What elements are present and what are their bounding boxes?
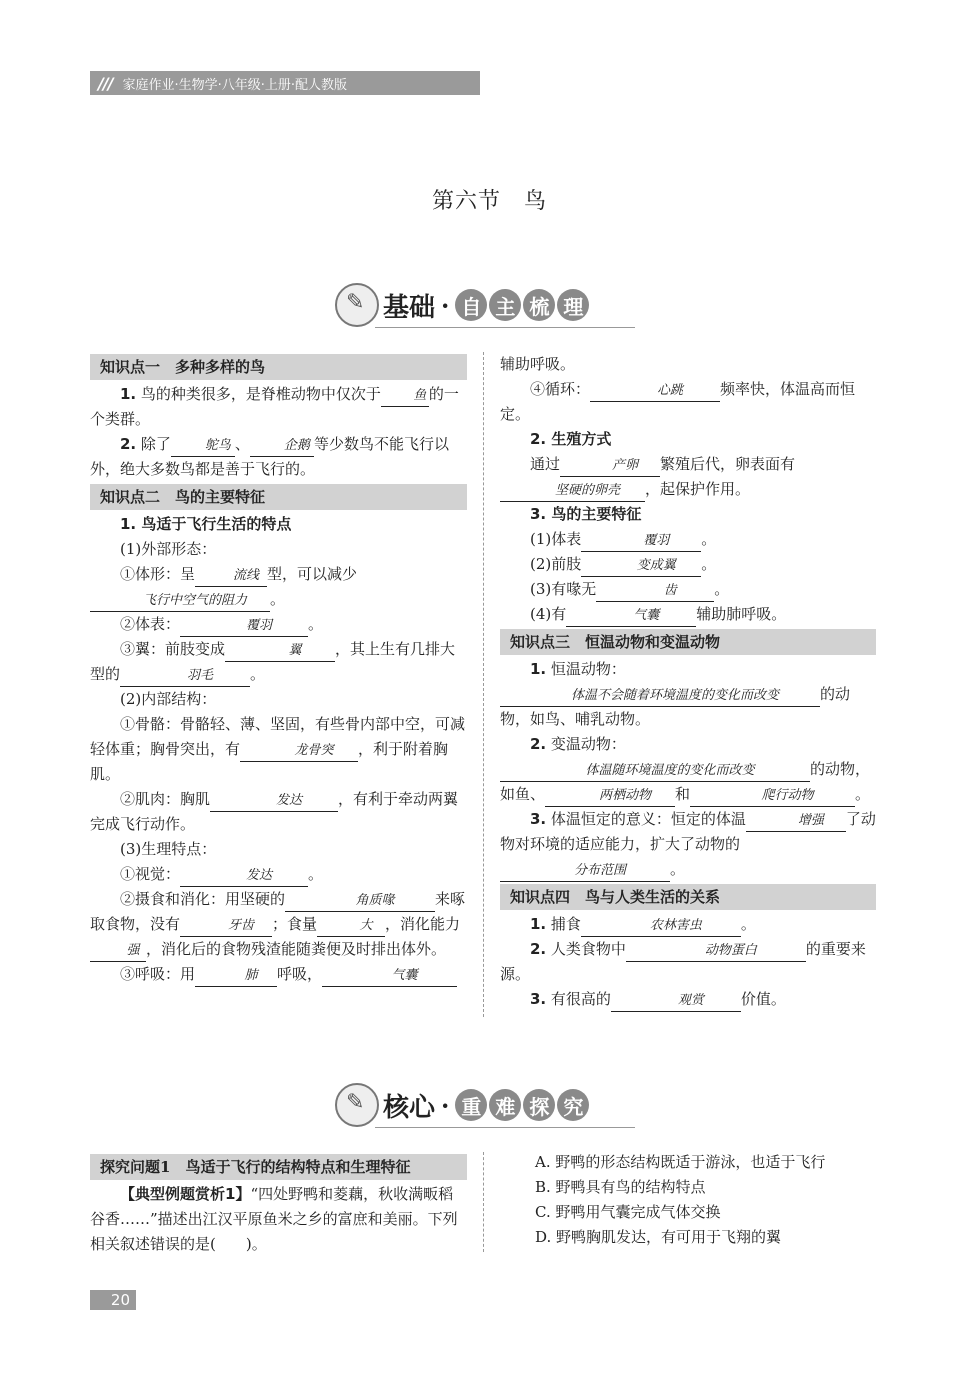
answer-blank: 龙骨突 xyxy=(240,741,358,762)
answer-blank: 角质喙 xyxy=(285,891,435,912)
paragraph: (2)内部结构： xyxy=(120,690,217,708)
paragraph: 3. 有很高的 观赏 价值。 xyxy=(500,987,876,1012)
banner-char: 梳 xyxy=(523,289,555,321)
page-number: 20 xyxy=(90,1290,136,1310)
subheading: 3. 鸟的主要特征 xyxy=(530,505,642,523)
answer-blank: 翼 xyxy=(225,641,335,662)
banner-char: 自 xyxy=(455,289,487,321)
answer-blank: 气囊 xyxy=(566,606,696,627)
paragraph: 2. 人类食物中 动物蛋白 的重要来源。 xyxy=(500,940,866,983)
header-slashes-icon: /// xyxy=(98,73,113,93)
question-left xyxy=(90,1152,467,1257)
section-header: 知识点一 多种多样的鸟 xyxy=(90,354,467,380)
paragraph: 1. 鸟的种类很多，是脊椎动物中仅次于 鱼 的一个类群。 xyxy=(90,385,459,428)
paragraph: (1)外部形态： xyxy=(120,540,217,558)
paragraph: ①体形：呈 流线 型，可以减少飞行中空气的阻力 。 xyxy=(90,562,467,612)
paragraph: 通过 产卵 繁殖后代，卵表面有坚硬的卵壳 ，起保护作用。 xyxy=(500,452,876,502)
answer-blank: 发达 xyxy=(210,791,338,812)
answer-blank: 覆羽 xyxy=(581,531,701,552)
answer-blank: 观赏 xyxy=(611,991,741,1012)
subheading: 1. 鸟适于飞行生活的特点 xyxy=(120,515,292,533)
banner-basics xyxy=(335,280,635,330)
answer-blank: 分布范围 xyxy=(500,861,670,882)
answer-blank: 羽毛 xyxy=(120,666,250,687)
banner-char: 难 xyxy=(489,1089,521,1121)
option-b[interactable]: B. 野鸭具有鸟的结构特点 xyxy=(535,1178,706,1196)
answer-blank: 强 xyxy=(90,941,146,962)
answer-blank: 大 xyxy=(317,916,385,937)
subheading: 2. 生殖方式 xyxy=(530,430,612,448)
paragraph: (3)有喙无 齿 。 xyxy=(500,577,876,602)
paragraph: ①骨骼：骨骼轻、薄、坚固，有些骨内部中空，可减轻体重；胸骨突出，有 龙骨突 ，利于附着胸肌。 xyxy=(90,715,466,783)
column-divider xyxy=(483,1152,484,1252)
answer-blank: 覆羽 xyxy=(180,616,308,637)
banner-char: 究 xyxy=(557,1089,589,1121)
section-header: 知识点二 鸟的主要特征 xyxy=(90,484,467,510)
banner-underline xyxy=(375,327,635,328)
section-header: 探究问题1 鸟适于飞行的结构特点和生理特征 xyxy=(90,1154,467,1180)
answer-blank: 流线 xyxy=(195,566,267,587)
banner-dot: · xyxy=(441,290,450,320)
option-a[interactable]: A. 野鸭的形态结构既适于游泳，也适于飞行 xyxy=(535,1153,826,1171)
answer-blank: 鱼 xyxy=(381,386,429,407)
answer-blank: 齿 xyxy=(596,581,714,602)
answer-blank: 两栖动物 xyxy=(545,786,675,807)
answer-blank: 体温不会随着环境温度的变化而改变 xyxy=(500,686,820,707)
section-header: 知识点三 恒温动物和变温动物 xyxy=(500,629,876,655)
banner-core xyxy=(335,1080,635,1130)
header-text: 家庭作业·生物学·八年级·上册·配人教版 xyxy=(122,77,348,93)
paragraph: 辅助呼吸。 xyxy=(500,355,576,373)
option-d[interactable]: D. 野鸭胸肌发达，有可用于飞翔的翼 xyxy=(535,1228,782,1246)
answer-blank: 爬行动物 xyxy=(690,786,855,807)
right-column xyxy=(500,352,876,1012)
banner-char: 主 xyxy=(489,289,521,321)
answer-blank: 企鹅 xyxy=(250,436,314,457)
paragraph: 2. 除了 鸵鸟 、 企鹅 等少数鸟不能飞行以外，绝大多数鸟都是善于飞行的。 xyxy=(90,435,449,478)
page-title: 第六节 鸟 xyxy=(431,189,547,214)
paragraph: ②摄食和消化：用坚硬的 角质喙 来啄取食物，没有 牙齿 ；食量 大 ，消化能力强 ，消化后的食物残渣能随粪便及时排出体外。 xyxy=(90,887,467,962)
answer-blank: 体温随环境温度的变化而改变 xyxy=(500,761,810,782)
paragraph: (3)生理特点： xyxy=(120,840,217,858)
answer-blank: 产卵 xyxy=(560,456,660,477)
answer-blank: 增强 xyxy=(746,811,846,832)
banner-dot: · xyxy=(441,1090,450,1120)
answer-blank: 坚硬的卵壳 xyxy=(500,481,645,502)
paragraph: ③呼吸：用 肺 呼吸， 气囊 xyxy=(90,962,467,987)
paragraph: ②肌肉：胸肌 发达 ，有利于牵动两翼完成飞行动作。 xyxy=(90,790,459,833)
banner-char: 重 xyxy=(455,1089,487,1121)
answer-blank: 农林害虫 xyxy=(581,916,741,937)
answer-blank: 肺 xyxy=(195,966,277,987)
paragraph: (4)有 气囊 辅助肺呼吸。 xyxy=(500,602,876,627)
paragraph: ②体表： 覆羽 。 xyxy=(90,612,467,637)
paragraph: ④循环： 心跳 频率快，体温高而恒定。 xyxy=(500,380,856,423)
banner-underline xyxy=(375,1127,635,1128)
running-header xyxy=(90,71,480,95)
paragraph: 1. 恒温动物：体温不会随着环境温度的变化而改变 的动物，如鸟、哺乳动物。 xyxy=(500,660,851,728)
answer-blank: 动物蛋白 xyxy=(626,941,806,962)
paragraph: (2)前肢 变成翼 。 xyxy=(500,552,876,577)
options xyxy=(535,1150,880,1250)
option-c[interactable]: C. 野鸭用气囊完成气体交换 xyxy=(535,1203,721,1221)
banner-char: 探 xyxy=(523,1089,555,1121)
answer-blank: 气囊 xyxy=(322,966,457,987)
paragraph: ③翼：前肢变成 翼 ，其上生有几排大型的 羽毛 。 xyxy=(90,637,467,687)
question-stem: 【典型例题赏析1】“四处野鸭和菱藕，秋收满畈稻谷香……”描述出江汉平原鱼米之乡的富庶和美丽。下列相关叙述错误的是( )。 xyxy=(90,1185,458,1253)
answer-blank: 牙齿 xyxy=(180,916,272,937)
paragraph: 3. 体温恒定的意义：恒定的体温 增强 了动物对环境的适应能力，扩大了动物的分布范围 。 xyxy=(500,807,876,882)
paragraph: 1. 捕食 农林害虫 。 xyxy=(500,912,876,937)
banner-main: 基础 xyxy=(383,292,436,323)
left-column xyxy=(90,352,467,987)
section-header: 知识点四 鸟与人类生活的关系 xyxy=(500,884,876,910)
paragraph: (1)体表 覆羽 。 xyxy=(500,527,876,552)
banner-char: 理 xyxy=(557,289,589,321)
banner-main: 核心 xyxy=(383,1092,436,1123)
column-divider xyxy=(483,352,484,1017)
answer-blank: 鸵鸟 xyxy=(171,436,235,457)
pencil-book-icon xyxy=(335,1083,379,1127)
answer-blank: 心跳 xyxy=(590,381,720,402)
answer-blank: 发达 xyxy=(180,866,308,887)
answer-blank: 变成翼 xyxy=(581,556,701,577)
paragraph: ①视觉： 发达 。 xyxy=(90,862,467,887)
paragraph: 2. 变温动物：体温随环境温度的变化而改变 的动物，如鱼、 两栖动物 和 爬行动物 。 xyxy=(500,732,876,807)
pencil-book-icon xyxy=(335,283,379,327)
answer-blank: 飞行中空气的阻力 xyxy=(90,591,270,612)
